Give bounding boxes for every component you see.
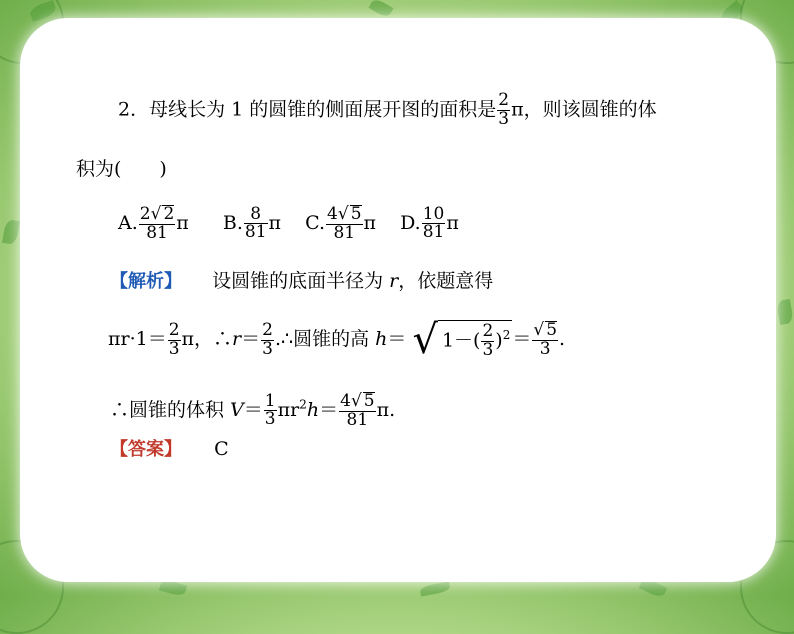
analysis-tag: 【解析】 — [110, 271, 182, 292]
equals-sign: ＝ — [512, 328, 532, 350]
exponent: 2 — [502, 328, 511, 343]
solution-line-1 — [110, 272, 493, 291]
radicand-text: ) — [495, 329, 503, 352]
question-blank: 积为( ) — [76, 158, 167, 180]
pi-symbol: π — [176, 211, 189, 234]
solution-line-2 — [108, 317, 566, 363]
option-letter: B. — [222, 211, 243, 234]
radicand: 2 — [163, 204, 175, 224]
fraction-denominator: 3 — [539, 339, 551, 359]
fraction-denominator: 3 — [168, 338, 180, 359]
radicand-text: 1－( — [441, 329, 481, 352]
radicand-fraction — [481, 323, 494, 360]
answer-value: C — [214, 438, 229, 460]
radicand: 5 — [546, 320, 558, 341]
variable-r: r — [389, 270, 399, 292]
fraction-numerator: 4 — [327, 204, 338, 224]
fraction-numerator: 2 — [262, 319, 273, 340]
solution-line-3 — [110, 392, 395, 430]
leaf-decoration — [368, 0, 393, 19]
variable-h: h — [306, 398, 320, 421]
option-letter: A. — [118, 211, 138, 234]
fraction-numerator: 2 — [498, 90, 510, 110]
fraction-denominator: 3 — [264, 409, 276, 430]
fraction-denominator: 3 — [498, 108, 510, 129]
fraction-denominator: 81 — [346, 409, 369, 430]
volume-text: ∴圆锥的体积 — [110, 398, 231, 421]
equals-sign: ＝ — [243, 398, 263, 421]
option-a[interactable] — [118, 204, 195, 243]
variable-r: r — [232, 328, 242, 350]
option-c[interactable] — [305, 204, 382, 243]
option-fraction — [422, 203, 446, 243]
option-letter: C. — [305, 211, 326, 234]
sqrt-icon: √ — [412, 317, 438, 363]
equals-sign: ＝ — [387, 328, 407, 350]
equals-sign: ＝ — [241, 328, 261, 350]
option-fraction — [244, 203, 268, 243]
sqrt-icon: √ — [533, 320, 545, 341]
sqrt-icon: √ — [350, 391, 362, 411]
fraction-numerator: 4 — [340, 391, 351, 411]
fraction-denominator: 3 — [262, 338, 273, 359]
variable-h: h — [375, 328, 388, 350]
volume-text: πr — [277, 398, 300, 421]
radicand: 5 — [350, 204, 362, 224]
option-fraction — [139, 205, 176, 243]
fraction-denominator: 3 — [482, 340, 494, 360]
volume-result-fraction — [339, 392, 376, 430]
question-line-1 — [118, 92, 657, 129]
option-letter: D. — [400, 211, 421, 234]
radical-expression — [438, 320, 512, 360]
height-fraction — [532, 321, 558, 359]
fraction-numerator: 10 — [422, 203, 445, 224]
leaf-decoration — [776, 299, 794, 325]
option-d[interactable] — [400, 203, 459, 243]
fraction-numerator: 2 — [482, 321, 494, 342]
volume-text: π. — [376, 398, 396, 421]
option-fraction — [326, 205, 363, 243]
fraction-denominator: 81 — [146, 222, 168, 243]
equation-text: π，∴ — [181, 328, 233, 350]
fraction-numerator: 2 — [139, 204, 151, 224]
sqrt-icon: √ — [150, 204, 162, 224]
volume-fraction — [264, 390, 277, 430]
answer-line — [110, 440, 229, 459]
pi-symbol: π — [268, 211, 282, 234]
fraction-denominator: 81 — [333, 222, 356, 243]
option-b[interactable] — [222, 203, 287, 243]
period: . — [559, 328, 566, 350]
fraction-numerator: 8 — [244, 206, 268, 225]
variable-v: V — [230, 398, 244, 421]
answer-tag: 【答案】 — [110, 439, 182, 460]
question-text: 2．母线长为 1 的圆锥的侧面展开图的面积是 — [118, 98, 497, 121]
pi-symbol: π — [363, 211, 377, 234]
equation-fraction — [261, 319, 274, 359]
options-row — [118, 205, 459, 243]
equals-sign: ＝ — [319, 398, 339, 421]
question-line-2 — [76, 160, 167, 179]
radicand: 5 — [363, 391, 375, 411]
fraction-denominator: 81 — [422, 222, 445, 243]
area-fraction — [497, 92, 510, 129]
leaf-decoration — [419, 581, 450, 596]
pi-symbol: π — [446, 211, 459, 234]
fraction-denominator: 81 — [244, 222, 267, 243]
sqrt-icon: √ — [337, 204, 349, 224]
leaf-decoration — [2, 219, 20, 245]
solution-intro: 设圆锥的底面半径为 — [212, 270, 390, 292]
exponent: 2 — [299, 397, 307, 412]
equation-text: πr·1＝ — [108, 328, 167, 350]
question-text-end: ，则该圆锥的体 — [523, 98, 657, 121]
fraction-numerator: 2 — [168, 319, 180, 340]
pi-symbol: π — [511, 98, 524, 121]
equation-text: .∴圆锥的高 — [274, 328, 376, 350]
fraction-numerator: 1 — [264, 390, 276, 411]
equation-fraction — [168, 319, 181, 359]
solution-intro-end: ，依题意得 — [398, 270, 494, 292]
